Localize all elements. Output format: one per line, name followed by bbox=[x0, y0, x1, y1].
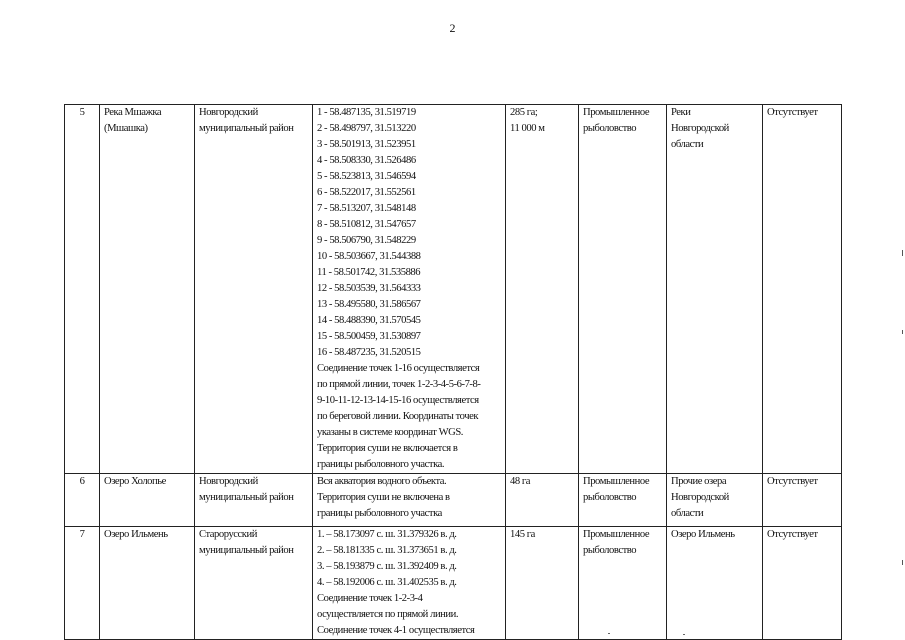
cell-water-body bbox=[100, 474, 195, 527]
cell-boundaries-line: 9 - 58.506790, 31.548229 bbox=[317, 235, 416, 246]
cell-boundaries-line: 9-10-11-12-13-14-15-16 осуществляется bbox=[317, 395, 479, 406]
cell-district-line: Новгородский bbox=[199, 107, 258, 118]
cell-boundaries-line: 16 - 58.487235, 31.520515 bbox=[317, 347, 421, 358]
cell-district bbox=[195, 527, 313, 640]
cell-category-line: Новгородской bbox=[671, 123, 729, 134]
cell-purpose bbox=[579, 527, 667, 640]
cell-status: Отсутствует bbox=[763, 474, 842, 527]
cell-district-line: муниципальный район bbox=[199, 545, 294, 556]
cell-water-body-line: Озеро Ильмень bbox=[104, 529, 168, 540]
cell-district-line: Старорусский bbox=[199, 529, 257, 540]
cell-purpose-line: Промышленное bbox=[583, 476, 650, 487]
cell-boundaries-line: 3 - 58.501913, 31.523951 bbox=[317, 139, 416, 150]
cell-boundaries-line: границы рыболовного участка bbox=[317, 508, 442, 519]
cell-boundaries-line: Соединение точек 4-1 осуществляется bbox=[317, 625, 475, 636]
cell-purpose-line: рыболовство bbox=[583, 492, 637, 503]
cell-category-line: Новгородской bbox=[671, 492, 729, 503]
cell-boundaries-line: 1. – 58.173097 с. ш. 31.379326 в. д. bbox=[317, 529, 457, 540]
cell-category-line: Реки bbox=[671, 107, 691, 118]
cell-boundaries-line: указаны в системе координат WGS. bbox=[317, 427, 464, 438]
cell-boundaries-line: 4. – 58.192006 с. ш. 31.402535 в. д. bbox=[317, 577, 457, 588]
cell-number: 7 bbox=[65, 527, 100, 640]
cell-water-body-line: Озеро Холопье bbox=[104, 476, 166, 487]
cell-status: Отсутствует bbox=[763, 105, 842, 474]
cell-boundaries-line: 5 - 58.523813, 31.546594 bbox=[317, 171, 416, 182]
cell-number: 6 bbox=[65, 474, 100, 527]
cell-boundaries-line: 6 - 58.522017, 31.552561 bbox=[317, 187, 416, 198]
cell-water-body bbox=[100, 105, 195, 474]
cell-category-line: Прочие озера bbox=[671, 476, 727, 487]
cell-boundaries bbox=[313, 527, 506, 640]
cell-district bbox=[195, 474, 313, 527]
cell-district-line: муниципальный район bbox=[199, 123, 294, 134]
scan-edge-mark bbox=[902, 330, 903, 334]
cell-district-line: муниципальный район bbox=[199, 492, 294, 503]
cell-boundaries-line: Соединение точек 1-2-3-4 bbox=[317, 593, 423, 604]
cell-boundaries-line: 8 - 58.510812, 31.547657 bbox=[317, 219, 416, 230]
cell-boundaries-line: Территория суши не включена в bbox=[317, 492, 450, 503]
cell-boundaries-line: Территория суши не включается в bbox=[317, 443, 458, 454]
cell-area-line: 48 га bbox=[510, 476, 531, 487]
page-number: 2 bbox=[449, 21, 456, 35]
table-row bbox=[65, 474, 842, 527]
cell-area bbox=[506, 527, 579, 640]
cell-boundaries-line: 7 - 58.513207, 31.548148 bbox=[317, 203, 416, 214]
cell-category bbox=[667, 105, 763, 474]
cell-district-line: Новгородский bbox=[199, 476, 258, 487]
table-body bbox=[65, 105, 842, 640]
cell-boundaries-line: 3. – 58.193879 с. ш. 31.392409 в. д. bbox=[317, 561, 457, 572]
cell-category-line: области bbox=[671, 139, 704, 150]
cell-boundaries-line: 2 - 58.498797, 31.513220 bbox=[317, 123, 416, 134]
cell-category bbox=[667, 527, 763, 640]
cell-category-line: области bbox=[671, 508, 704, 519]
cell-boundaries-line: по прямой линии, точек 1-2-3-4-5-6-7-8- bbox=[317, 379, 481, 390]
scan-speck bbox=[608, 633, 610, 634]
cell-boundaries-line: 4 - 58.508330, 31.526486 bbox=[317, 155, 416, 166]
scan-speck bbox=[683, 634, 685, 635]
cell-boundaries-line: осуществляется по прямой линии. bbox=[317, 609, 459, 620]
cell-area bbox=[506, 474, 579, 527]
cell-boundaries-line: 12 - 58.503539, 31.564333 bbox=[317, 283, 421, 294]
cell-area-line: 285 га; bbox=[510, 107, 538, 118]
cell-boundaries-line: Соединение точек 1-16 осуществляется bbox=[317, 363, 480, 374]
cell-number: 5 bbox=[65, 105, 100, 474]
cell-status: Отсутствует bbox=[763, 527, 842, 640]
cell-purpose bbox=[579, 474, 667, 527]
cell-purpose bbox=[579, 105, 667, 474]
cell-purpose-line: рыболовство bbox=[583, 545, 637, 556]
cell-water-body-line: Река Мшажка bbox=[104, 107, 162, 118]
scan-edge-mark bbox=[902, 560, 903, 565]
cell-water-body-line: (Мшашка) bbox=[104, 123, 148, 134]
cell-boundaries-line: 15 - 58.500459, 31.530897 bbox=[317, 331, 421, 342]
table-row bbox=[65, 105, 842, 474]
cell-district bbox=[195, 105, 313, 474]
table-row bbox=[65, 527, 842, 640]
cell-area bbox=[506, 105, 579, 474]
cell-purpose-line: Промышленное bbox=[583, 529, 650, 540]
scan-edge-mark bbox=[902, 250, 903, 256]
cell-boundaries-line: 14 - 58.488390, 31.570545 bbox=[317, 315, 421, 326]
cell-boundaries-line: 2. – 58.181335 с. ш. 31.373651 в. д. bbox=[317, 545, 457, 556]
cell-area-line: 145 га bbox=[510, 529, 535, 540]
cell-boundaries-line: 13 - 58.495580, 31.586567 bbox=[317, 299, 421, 310]
cell-water-body bbox=[100, 527, 195, 640]
cell-boundaries-line: Вся акватория водного объекта. bbox=[317, 476, 447, 487]
cell-boundaries-line: 10 - 58.503667, 31.544388 bbox=[317, 251, 421, 262]
cell-purpose-line: Промышленное bbox=[583, 107, 650, 118]
cell-category-line: Озеро Ильмень bbox=[671, 529, 735, 540]
cell-boundaries-line: по береговой линии. Координаты точек bbox=[317, 411, 479, 422]
cell-boundaries bbox=[313, 474, 506, 527]
cell-area-line: 11 000 м bbox=[510, 123, 545, 134]
cell-category bbox=[667, 474, 763, 527]
fishing-areas-table bbox=[64, 104, 842, 640]
cell-purpose-line: рыболовство bbox=[583, 123, 637, 134]
cell-boundaries bbox=[313, 105, 506, 474]
cell-boundaries-line: 1 - 58.487135, 31.519719 bbox=[317, 107, 416, 118]
cell-boundaries-line: 11 - 58.501742, 31.535886 bbox=[317, 267, 421, 278]
cell-boundaries-line: границы рыболовного участка. bbox=[317, 459, 445, 470]
